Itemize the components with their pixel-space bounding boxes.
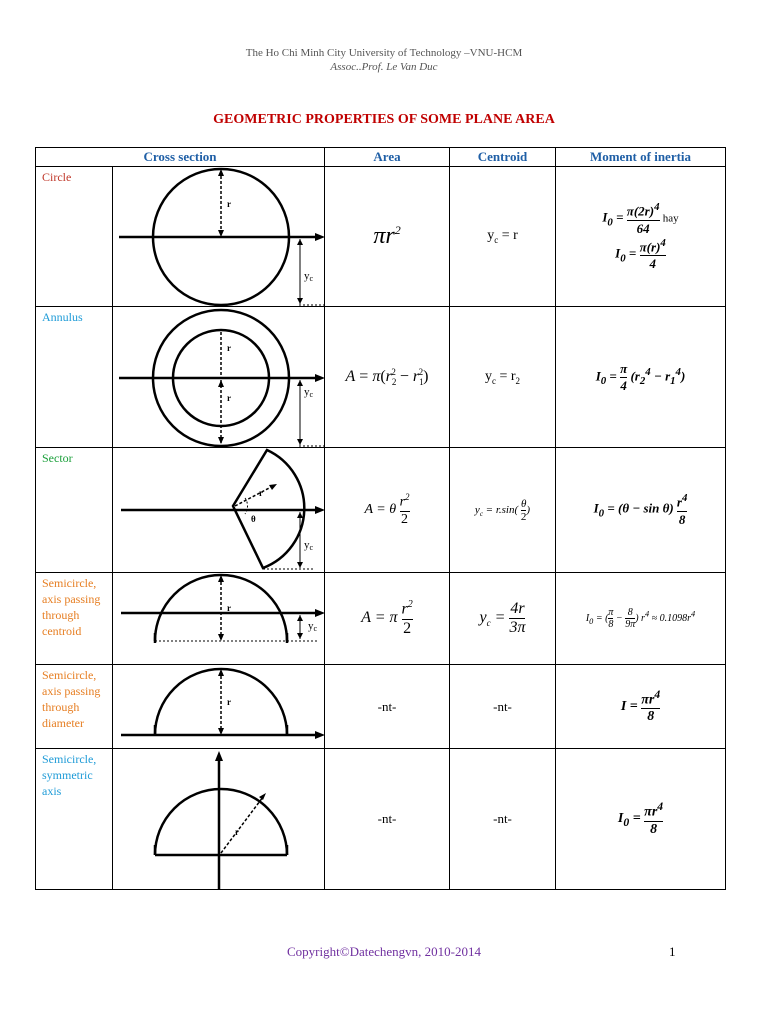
semicircle-symmetric-figure [113,749,325,890]
col-area: Area [325,148,450,167]
page-header [0,46,768,74]
col-cross-section: Cross section [36,148,325,167]
table-row [36,167,726,307]
svg-text:yc: yc [304,270,314,283]
svg-text:r: r [259,488,263,498]
circle-moment: $I_0$ = $\frac{\pi(2r)^4}{64}$ hay $I_0$ = $\frac{\pi(r)^4}{4}$ [556,167,726,307]
semicircle-symmetric-centroid: -nt- [450,749,556,890]
semicircle-centroid-centroid: $y_c$ = $\frac{4r}{3\pi}$ [450,573,556,665]
semicircle-diameter-centroid: -nt- [450,665,556,749]
table-row [36,307,726,448]
col-moment: Moment of inertia [556,148,726,167]
semicircle-centroid-area: A = π $\frac{r^2}{2}$ [325,573,450,665]
semicircle-diameter-moment: I = $\frac{\pi r^4}{8}$ [556,665,726,749]
circle-figure [113,167,325,307]
table-row [36,749,726,890]
sector-figure [113,448,325,573]
sector-moment: $I_0 = (\theta - \sin \theta)$ $\frac{r^4}{8}$ [556,448,726,573]
semicircle-centroid-moment: $I_0$ = ( $\frac{\pi}{8}$ − $\frac{8}{9\pi}$ ) $r^4 \approx 0.1098r^4$ [556,573,726,665]
svg-text:θ: θ [251,514,256,524]
semicircle-symmetric-area: -nt- [325,749,450,890]
table-row [36,448,726,573]
page-number: 1 [669,944,676,959]
annulus-centroid: $y_c = r_2$ [450,307,556,448]
annulus-figure [113,307,325,448]
svg-text:r: r [227,393,231,403]
row-name: Semicircle, axis passing through centroid [36,573,113,665]
author-line: Assoc..Prof. Le Van Duc [330,61,438,73]
table-header-row [36,148,726,167]
sector-area: A = θ $\frac{r^2}{2}$ [325,448,450,573]
row-name: Semicircle, axis passing through diameter [36,665,113,749]
svg-text:yc: yc [304,539,314,552]
svg-text:yc: yc [304,386,314,399]
svg-text:r: r [227,603,231,613]
row-name: Semicircle, symmetric axis [36,749,113,890]
table-row [36,573,726,665]
institution-line: The Ho Chi Minh City University of Technology –VNU-HCM [245,47,523,59]
semicircle-symmetric-moment: $I_0$ = $\frac{\pi r^4}{8}$ [556,749,726,890]
svg-text:r: r [227,199,231,209]
properties-table [35,147,726,890]
semicircle-centroid-figure [113,573,325,665]
semicircle-diameter-figure [113,665,325,749]
copyright-text: Copyright©Datechengvn, 2010-2014 [286,944,481,959]
row-name: Circle [36,167,113,307]
page-title: GEOMETRIC PROPERTIES OF SOME PLANE AREA [213,112,555,127]
circle-centroid: $y_c = r$ [450,167,556,307]
svg-text:r: r [235,827,239,837]
svg-text:r: r [227,697,231,707]
row-name: Sector [36,448,113,573]
row-name: Annulus [36,307,113,448]
col-centroid: Centroid [450,148,556,167]
annulus-moment: $I_0$ = $\frac{\pi}{4}$ $(r_2^4 - r_1^4)$ [556,307,726,448]
table-row [36,665,726,749]
svg-text:r: r [227,343,231,353]
sector-centroid: $y_c = r.\sin$( $\frac{\theta}{2}$ ) [450,448,556,573]
annulus-area: $A = \pi(r_2^2 - r_1^2)$ [325,307,450,448]
svg-text:yc: yc [308,620,318,633]
circle-area: $\pi r^2$ [325,167,450,307]
semicircle-diameter-area: -nt- [325,665,450,749]
